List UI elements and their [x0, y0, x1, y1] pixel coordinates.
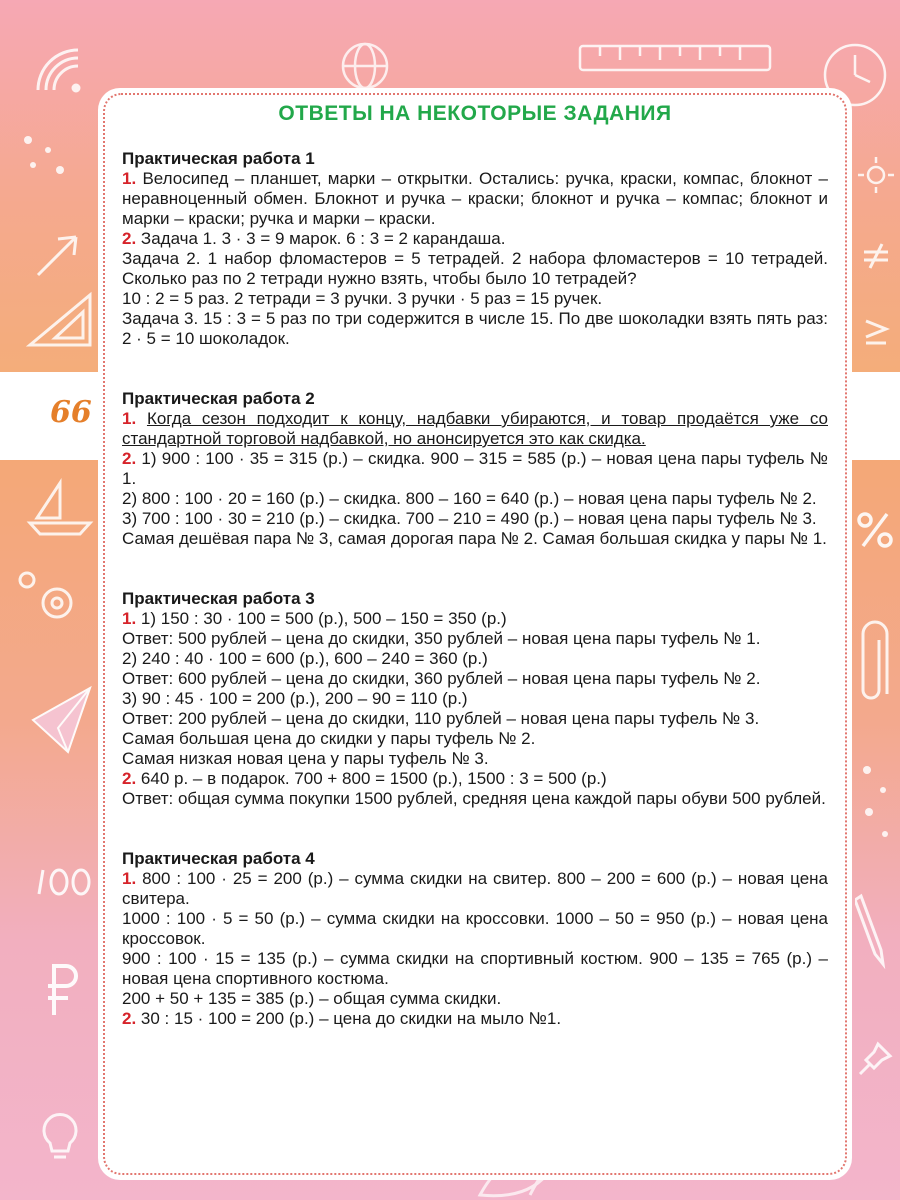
- ruble-icon: [42, 960, 82, 1020]
- paragraph-text: Задача 1. 3 · 3 = 9 марок. 6 : 3 = 2 карандаша.: [140, 229, 506, 248]
- paragraph-text: 640 р. – в подарок. 700 + 800 = 1500 (р.), 1500 : 3 = 500 (р.): [140, 769, 607, 788]
- section-gap: [122, 549, 828, 589]
- paragraph: [122, 609, 828, 629]
- pencil-icon: [855, 890, 891, 970]
- greater-equal-icon: [860, 315, 892, 347]
- paper-plane-icon: [28, 680, 98, 760]
- paragraph: Ответ: 200 рублей – цена до скидки, 110 рублей – новая цена пары туфель № 3.: [122, 709, 760, 728]
- paragraph: Ответ: 500 рублей – цена до скидки, 350 рублей – новая цена пары туфель № 1.: [122, 629, 761, 648]
- paragraph-text: 800 : 100 · 25 = 200 (р.) – сумма скидки на свитер. 800 – 200 = 600 (р.) – новая цена свитера.: [122, 869, 828, 908]
- paragraph: [122, 1009, 828, 1029]
- dots-decor: [18, 130, 78, 190]
- page-title: ОТВЕТЫ НА НЕКОТОРЫЕ ЗАДАНИЯ: [278, 102, 672, 125]
- sailboat-icon: [25, 478, 95, 538]
- rocket-icon: [28, 225, 88, 285]
- paragraph: 3) 700 : 100 · 30 = 210 (р.) – скидка. 700 – 210 = 490 (р.) – новая цена пары туфель № 3.: [122, 509, 817, 528]
- ruler-icon: [575, 38, 775, 78]
- paragraph: 900 : 100 · 15 = 135 (р.) – сумма скидки на спортивный костюм. 900 – 135 = 765 (р.) – новая цена спортивного костюма.: [122, 949, 828, 988]
- answers-content: [122, 149, 828, 1029]
- paragraph: [122, 169, 828, 229]
- paragraph: Ответ: общая сумма покупки 1500 рублей, средняя цена каждой пары обуви 500 рублей.: [122, 789, 826, 808]
- lightbulb-icon: [25, 1095, 95, 1165]
- paragraph: [122, 769, 828, 789]
- paragraph: Самая низкая новая цена у пары туфель № 3.: [122, 749, 489, 768]
- task-number: 2.: [122, 1009, 137, 1028]
- task-number: 1.: [122, 409, 137, 428]
- section-practical-work-2: [122, 389, 828, 549]
- globe-icon: [335, 38, 395, 93]
- paragraph: [122, 229, 828, 249]
- paragraph: [122, 869, 828, 909]
- section-title: Практическая работа 1: [122, 149, 315, 168]
- pushpin-icon: [858, 1040, 894, 1076]
- paragraph: [122, 409, 828, 449]
- task-number: 1.: [122, 169, 137, 188]
- section-title: Практическая работа 2: [122, 389, 315, 408]
- paragraph: 2) 800 : 100 · 20 = 160 (р.) – скидка. 800 – 160 = 640 (р.) – новая цена пары туфель № 2.: [122, 489, 817, 508]
- paragraph: 200 + 50 + 135 = 385 (р.) – общая сумма скидки.: [122, 989, 502, 1008]
- task-number: 2.: [122, 449, 137, 468]
- underlined-text: Когда сезон подходит к концу, надбавки убираются, и товар продаётся уже со стандартной торговой надбавкой, но анонсируется это как скидка.: [122, 409, 828, 448]
- paragraph: Самая большая цена до скидки у пары туфель № 2.: [122, 729, 536, 748]
- section-practical-work-4: [122, 849, 828, 1029]
- paragraph-text: 1) 900 : 100 · 35 = 315 (р.) – скидка. 900 – 315 = 585 (р.) – новая цена пары туфель № 1.: [122, 449, 828, 488]
- task-number: 1.: [122, 609, 137, 628]
- paragraph: Самая дешёвая пара № 3, самая дорогая пара № 2. Самая большая скидка у пары № 1.: [122, 529, 827, 548]
- not-equal-icon: [860, 240, 892, 272]
- paragraph: Задача 2. 1 набор фломастеров = 5 тетрадей. 2 набора фломастеров = 10 тетрадей. Сколько раз по 2 тетради нужно взять, чтобы было 10 тетрадей?: [122, 249, 828, 288]
- section-practical-work-3: [122, 589, 828, 809]
- sun-icon: [856, 155, 896, 195]
- paragraph-text: Велосипед – планшет, марки – открытки. Остались: ручка, краски, компас, блокнот – неравноценный обмен. Блокнот и ручка – краски; блокнот и ручка – компас; блокнот и марки – краски; ручка и марки – краски.: [122, 169, 828, 228]
- paragraph-text: 30 : 15 · 100 = 200 (р.) – цена до скидки на мыло №1.: [140, 1009, 562, 1028]
- task-number: 1.: [122, 869, 137, 888]
- gear-icon: [12, 565, 92, 635]
- paragraph: [122, 449, 828, 489]
- section-title: Практическая работа 3: [122, 589, 315, 608]
- paragraph: 2) 240 : 40 · 100 = 600 (р.), 600 – 240 = 360 (р.): [122, 649, 488, 668]
- task-number: 2.: [122, 769, 137, 788]
- wifi-icon: [28, 40, 88, 100]
- section-gap: [122, 349, 828, 389]
- paragraph: 10 : 2 = 5 раз. 2 тетради = 3 ручки. 3 ручки · 5 раз = 15 ручек.: [122, 289, 603, 308]
- paragraph: 3) 90 : 45 · 100 = 200 (р.), 200 – 90 = 110 (р.): [122, 689, 468, 708]
- page-number: 66: [50, 395, 92, 430]
- paragraph-text: 1) 150 : 30 · 100 = 500 (р.), 500 – 150 = 350 (р.): [140, 609, 507, 628]
- section-practical-work-1: [122, 149, 828, 349]
- percent-icon: [855, 510, 895, 550]
- dots-decor-right: [855, 760, 895, 850]
- paragraph: Задача 3. 15 : 3 = 5 раз по три содержится в числе 15. По две шоколадки взять пять раз: 2 · 5 = 10 шоколадок.: [122, 309, 828, 348]
- section-title: Практическая работа 4: [122, 849, 315, 868]
- hundred-icon: [35, 862, 95, 902]
- section-gap: [122, 809, 828, 849]
- triangle-ruler-icon: [25, 290, 95, 350]
- paragraph: Ответ: 600 рублей – цена до скидки, 360 рублей – новая цена пары туфель № 2.: [122, 669, 761, 688]
- paperclip-icon: [855, 620, 891, 710]
- paragraph: 1000 : 100 · 5 = 50 (р.) – сумма скидки на кроссовки. 1000 – 50 = 950 (р.) – новая цена кроссовок.: [122, 909, 828, 948]
- task-number: 2.: [122, 229, 137, 248]
